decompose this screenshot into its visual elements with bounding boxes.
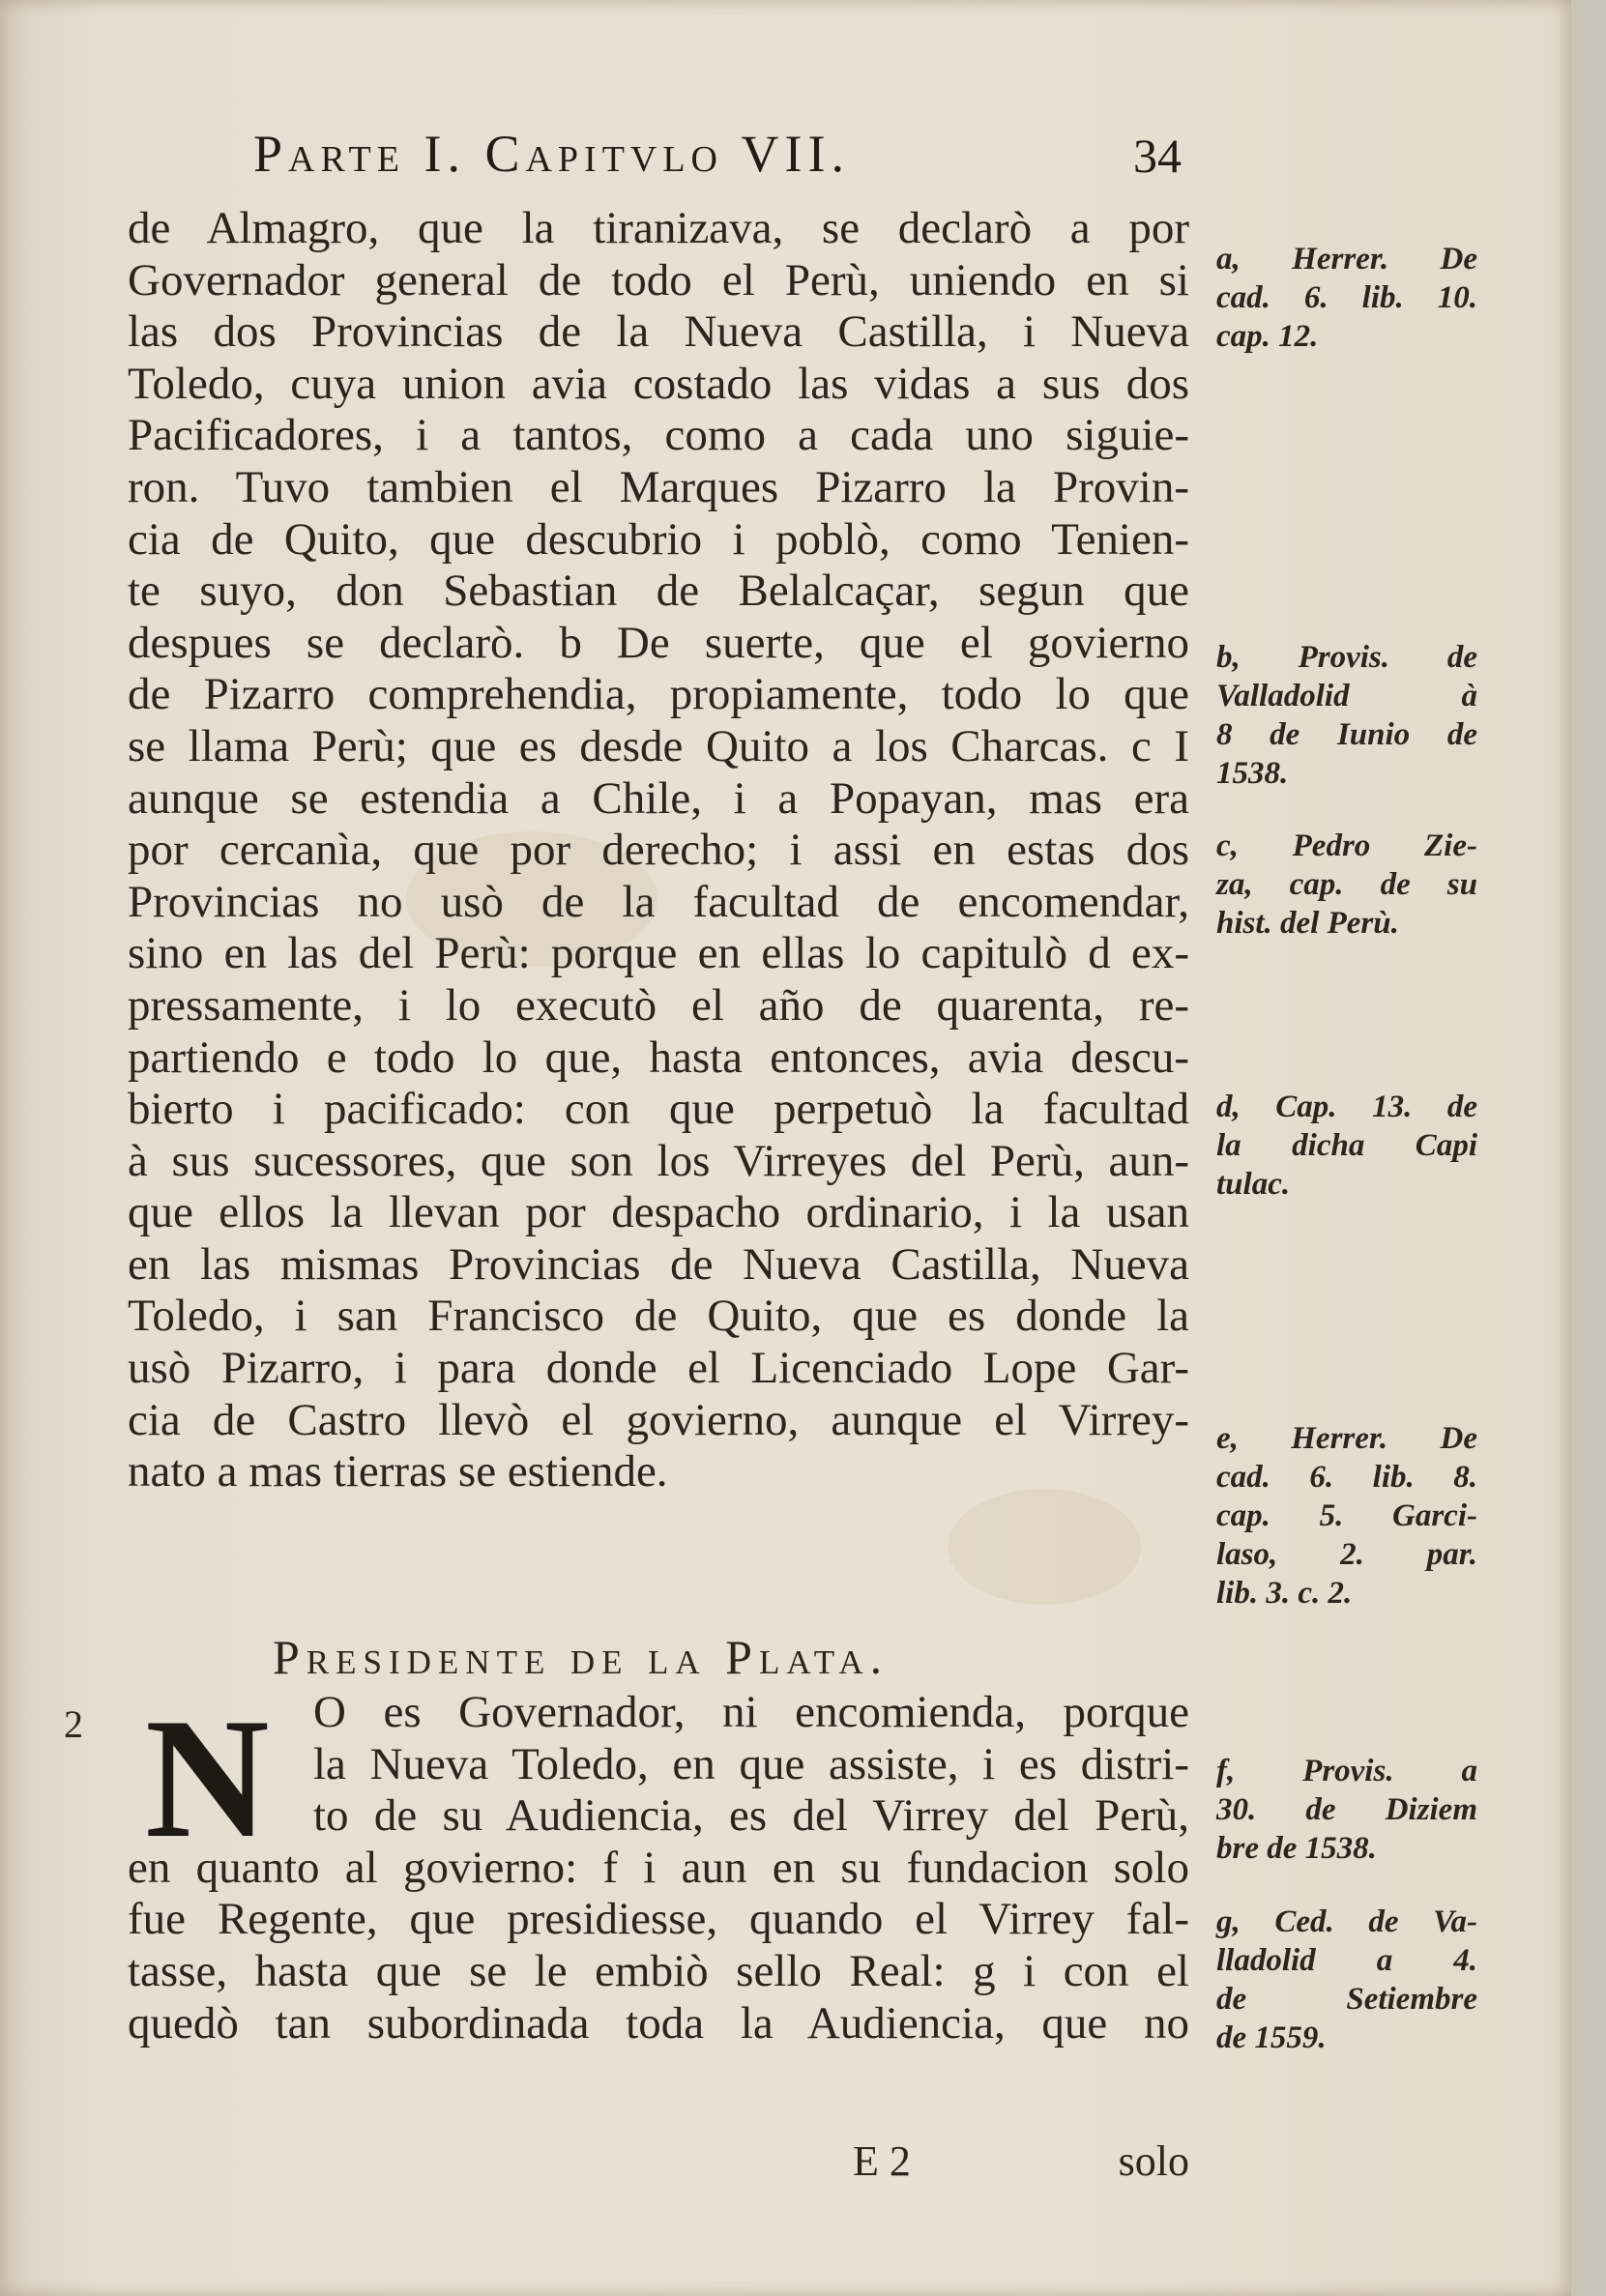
note-line: e, Herrer. De — [1216, 1421, 1477, 1456]
section-heading: Presidente de la Plata. — [273, 1630, 890, 1684]
text-line: O es Governador, ni encomienda, porque — [313, 1687, 1189, 1737]
main-text-block — [128, 203, 1189, 1498]
note-line: bre de 1538. — [1216, 1831, 1377, 1866]
text-line: quedò tan subordinada toda la Audiencia, que no — [128, 1997, 1189, 2049]
note-line: lib. 3. c. 2. — [1216, 1576, 1353, 1611]
note-line: 8 de Iunio de — [1216, 717, 1477, 752]
text-line: to de su Audiencia, es del Virrey del Perù, — [313, 1790, 1189, 1842]
text-line: cia de Castro llevò el govierno, aunque el Virrey- — [128, 1394, 1189, 1445]
scan-background-edge — [1571, 0, 1606, 2296]
text-line: despues se declarò. b De suerte, que el govierno — [128, 617, 1189, 668]
text-line: de Almagro, que la tiranizava, se declarò a por — [128, 203, 1189, 253]
text-line: que ellos la llevan por despacho ordinario, i la usan — [128, 1187, 1189, 1238]
text-line: fue Regente, que presidiesse, quando el Virrey fal- — [128, 1894, 1189, 1945]
text-line: Governador general de todo el Perù, uniendo en si — [128, 254, 1189, 305]
text-line: cia de Quito, que descubrio i poblò, como Tenien- — [128, 513, 1189, 565]
text-line: Toledo, cuya union avia costado las vidas a sus dos — [128, 358, 1189, 409]
text-line: ron. Tuvo tambien el Marques Pizarro la Provin- — [128, 461, 1189, 512]
catchword: solo — [1118, 2137, 1189, 2185]
marginal-note-g — [1216, 1903, 1477, 2057]
note-line: de Setiembre — [1216, 1982, 1477, 2017]
text-line: sino en las del Perù: porque en ellas lo capitulò d ex- — [128, 928, 1189, 979]
note-line: 1538. — [1216, 756, 1289, 791]
note-line: c, Pedro Zie- — [1216, 828, 1477, 863]
running-title: Parte I. Capitvlo VII. — [253, 125, 850, 183]
text-line: en las mismas Provincias de Nueva Castilla, Nueva — [128, 1238, 1189, 1290]
note-line: tulac. — [1216, 1167, 1291, 1202]
note-line: za, cap. de su — [1216, 867, 1477, 902]
text-line: bierto i pacificado: con que perpetuò la facultad — [128, 1084, 1189, 1135]
section-text-block — [128, 1682, 1189, 2049]
marginal-note-d — [1216, 1088, 1477, 1204]
marginal-note-c — [1216, 827, 1477, 943]
text-line: Provincias no usò de la facultad de encomendar, — [128, 876, 1189, 927]
text-line: te suyo, don Sebastian de Belalcaçar, segun que — [128, 566, 1189, 617]
note-line: cap. 12. — [1216, 319, 1319, 354]
note-line: laso, 2. par. — [1216, 1537, 1477, 1572]
note-line: de 1559. — [1216, 2020, 1327, 2055]
text-line: se llama Perù; que es desde Quito a los Charcas. c I — [128, 720, 1189, 771]
note-line: cad. 6. lib. 8. — [1216, 1460, 1477, 1495]
note-line: b, Provis. de — [1216, 640, 1477, 675]
text-line: aunque se estendia a Chile, i a Popayan, mas era — [128, 772, 1189, 824]
note-line: lladolid a 4. — [1216, 1943, 1477, 1978]
text-line: à sus sucessores, que son los Virreyes del Perù, aun- — [128, 1135, 1189, 1186]
text-line: pressamente, i lo executò el año de quarenta, re- — [128, 979, 1189, 1031]
text-line: por cercanìa, que por derecho; i assi en estas dos — [128, 825, 1189, 876]
text-line: de Pizarro comprehendia, propiamente, todo lo que — [128, 669, 1189, 720]
text-line: tasse, hasta que se le embiò sello Real: g i con el — [128, 1945, 1189, 1996]
drop-cap-initial: N — [145, 1682, 270, 1874]
note-line: la dicha Capi — [1216, 1128, 1477, 1163]
note-line: g, Ced. de Va- — [1216, 1904, 1477, 1939]
running-header — [253, 124, 1182, 191]
note-line: d, Cap. 13. de — [1216, 1090, 1477, 1124]
note-line: cap. 5. Garci- — [1216, 1498, 1477, 1533]
page-number: 34 — [1133, 129, 1182, 183]
note-line: cad. 6. lib. 10. — [1216, 280, 1477, 315]
marginal-note-e — [1216, 1419, 1477, 1613]
marginal-note-a — [1216, 240, 1477, 356]
text-line: la Nueva Toledo, en que assiste, i es distri- — [313, 1738, 1189, 1789]
text-line: usò Pizarro, i para donde el Licenciado Lope Gar- — [128, 1343, 1189, 1394]
paper-stain — [948, 1489, 1141, 1605]
marginal-note-b — [1216, 638, 1477, 793]
text-line: las dos Provincias de la Nueva Castilla, i Nueva — [128, 306, 1189, 358]
page-footer — [128, 2136, 1189, 2189]
note-line: a, Herrer. De — [1216, 242, 1477, 276]
note-line: 30. de Diziem — [1216, 1792, 1477, 1827]
text-line: Toledo, i san Francisco de Quito, que es donde la — [128, 1291, 1189, 1342]
text-line: Pacificadores, i a tantos, como a cada uno siguie- — [128, 410, 1189, 461]
note-line: hist. del Perù. — [1216, 906, 1399, 941]
note-line: f, Provis. a — [1216, 1754, 1477, 1788]
signature-mark: E 2 — [853, 2137, 911, 2185]
text-line: partiendo e todo lo que, hasta entonces, avia descu- — [128, 1032, 1189, 1083]
text-line: en quanto al govierno: f i aun en su fundacion solo — [128, 1842, 1189, 1893]
marginal-note-f — [1216, 1752, 1477, 1868]
section-number: 2 — [64, 1702, 83, 1746]
note-line: Valladolid à — [1216, 679, 1477, 713]
text-line: nato a mas tierras se estiende. — [128, 1446, 668, 1497]
